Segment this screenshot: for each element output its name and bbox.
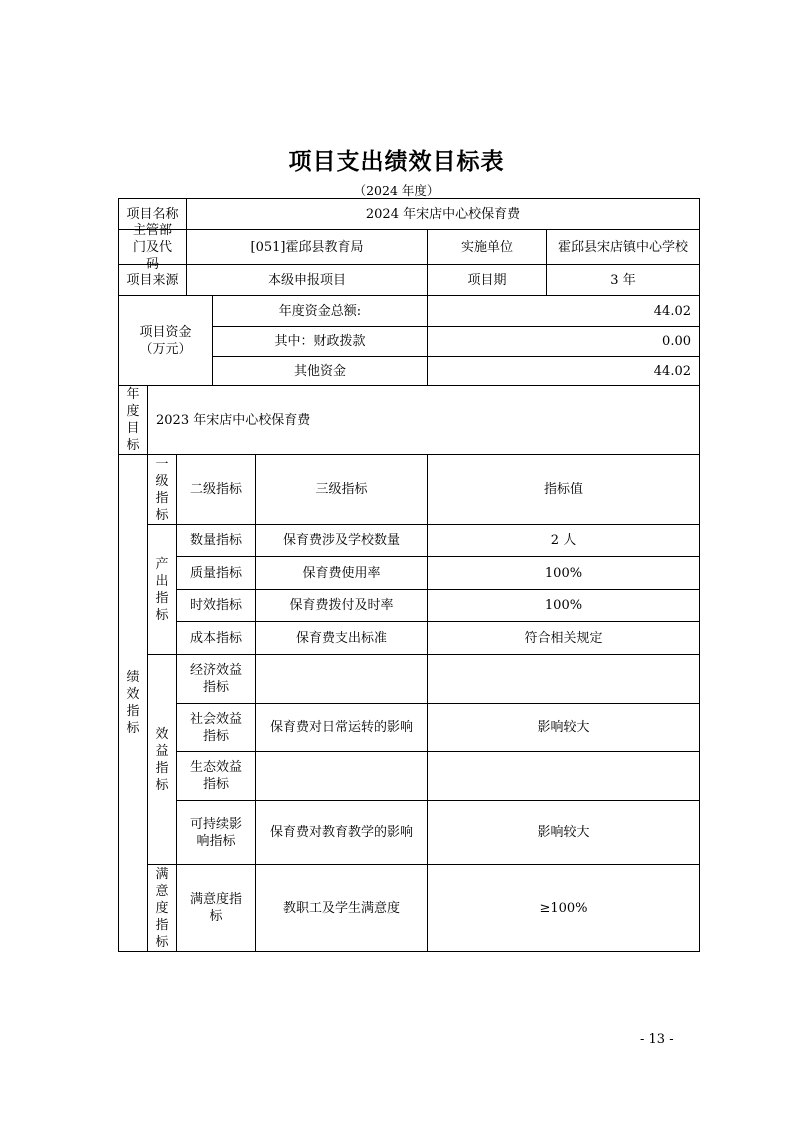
funds-other-value: 44.02 <box>428 357 699 386</box>
output-row-level3: 保育费涉及学校数量 <box>256 525 428 557</box>
output-row-value: 2 人 <box>428 525 699 557</box>
satisfaction-row-value: ≥100% <box>539 900 588 916</box>
header-level1: 一级指标 <box>148 455 177 525</box>
output-row-level2: 数量指标 <box>177 525 256 557</box>
benefit-row-level3: 保育费对教育教学的影响 <box>256 801 428 865</box>
output-row-level2: 质量指标 <box>177 557 256 590</box>
output-row-level3: 保育费支出标准 <box>256 622 428 655</box>
output-row-level2: 时效指标 <box>177 590 256 622</box>
output-row-level3: 保育费使用率 <box>256 557 428 590</box>
output-row-value: 100% <box>428 590 699 622</box>
output-row-value: 符合相关规定 <box>428 622 699 655</box>
impl-unit-label: 实施单位 <box>428 230 547 265</box>
period-label: 项目期 <box>428 265 547 296</box>
impl-unit-value: 霍邱县宋店镇中心学校 <box>547 230 699 265</box>
source-value: 本级申报项目 <box>187 265 428 296</box>
perf-indicators-label: 绩效指标 <box>119 455 148 951</box>
satisfaction-indicators-label: 满意度指标 <box>148 865 177 951</box>
dept-value: [051]霍邱县教育局 <box>187 230 428 265</box>
benefit-row-level2: 生态效益指标 <box>177 752 256 801</box>
performance-target-table <box>118 198 700 952</box>
benefit-row-value: 影响较大 <box>428 801 699 865</box>
source-label: 项目来源 <box>119 265 187 296</box>
funds-fiscal-value: 0.00 <box>428 327 699 357</box>
project-name-label: 项目名称 <box>119 199 187 230</box>
header-level3: 三级指标 <box>256 455 428 525</box>
page-title: 项目支出绩效目标表 <box>288 149 505 175</box>
satisfaction-row-level2: 满意度指标 <box>177 865 256 951</box>
funds-label: 项目资金（万元） <box>119 296 213 386</box>
annual-goal-value: 2023 年宋店中心校保育费 <box>148 386 699 455</box>
annual-goal-label: 年度目标 <box>119 386 148 455</box>
benefit-indicators-label: 效益指标 <box>148 655 177 865</box>
benefit-row-level3: 保育费对日常运转的影响 <box>256 704 428 752</box>
funds-total-value: 44.02 <box>428 296 699 327</box>
funds-total-label: 年度资金总额: <box>213 296 428 327</box>
benefit-row-level3 <box>256 752 428 801</box>
benefit-row-value <box>428 752 699 801</box>
period-value: 3 年 <box>547 265 699 296</box>
dept-label: 主管部门及代码 <box>119 230 187 265</box>
benefit-row-level2: 社会效益指标 <box>177 704 256 752</box>
project-name-value: 2024 年宋店中心校保育费 <box>187 199 699 230</box>
satisfaction-row-level3: 教职工及学生满意度 <box>256 865 428 951</box>
benefit-row-level2: 可持续影响指标 <box>177 801 256 865</box>
output-row-level2: 成本指标 <box>177 622 256 655</box>
header-value: 指标值 <box>428 455 699 525</box>
output-indicators-label: 产出指标 <box>148 525 177 655</box>
year-note: （2024 年度） <box>353 183 440 198</box>
benefit-row-level2: 经济效益指标 <box>177 655 256 704</box>
benefit-row-value <box>428 655 699 704</box>
benefit-row-value: 影响较大 <box>428 704 699 752</box>
page-number: - 13 - <box>640 1032 674 1047</box>
funds-other-label: 其他资金 <box>213 357 428 386</box>
funds-fiscal-label: 其中：财政拨款 <box>213 327 428 357</box>
output-row-value: 100% <box>428 557 699 590</box>
header-level2: 二级指标 <box>177 455 256 525</box>
benefit-row-level3 <box>256 655 428 704</box>
output-row-level3: 保育费拨付及时率 <box>256 590 428 622</box>
